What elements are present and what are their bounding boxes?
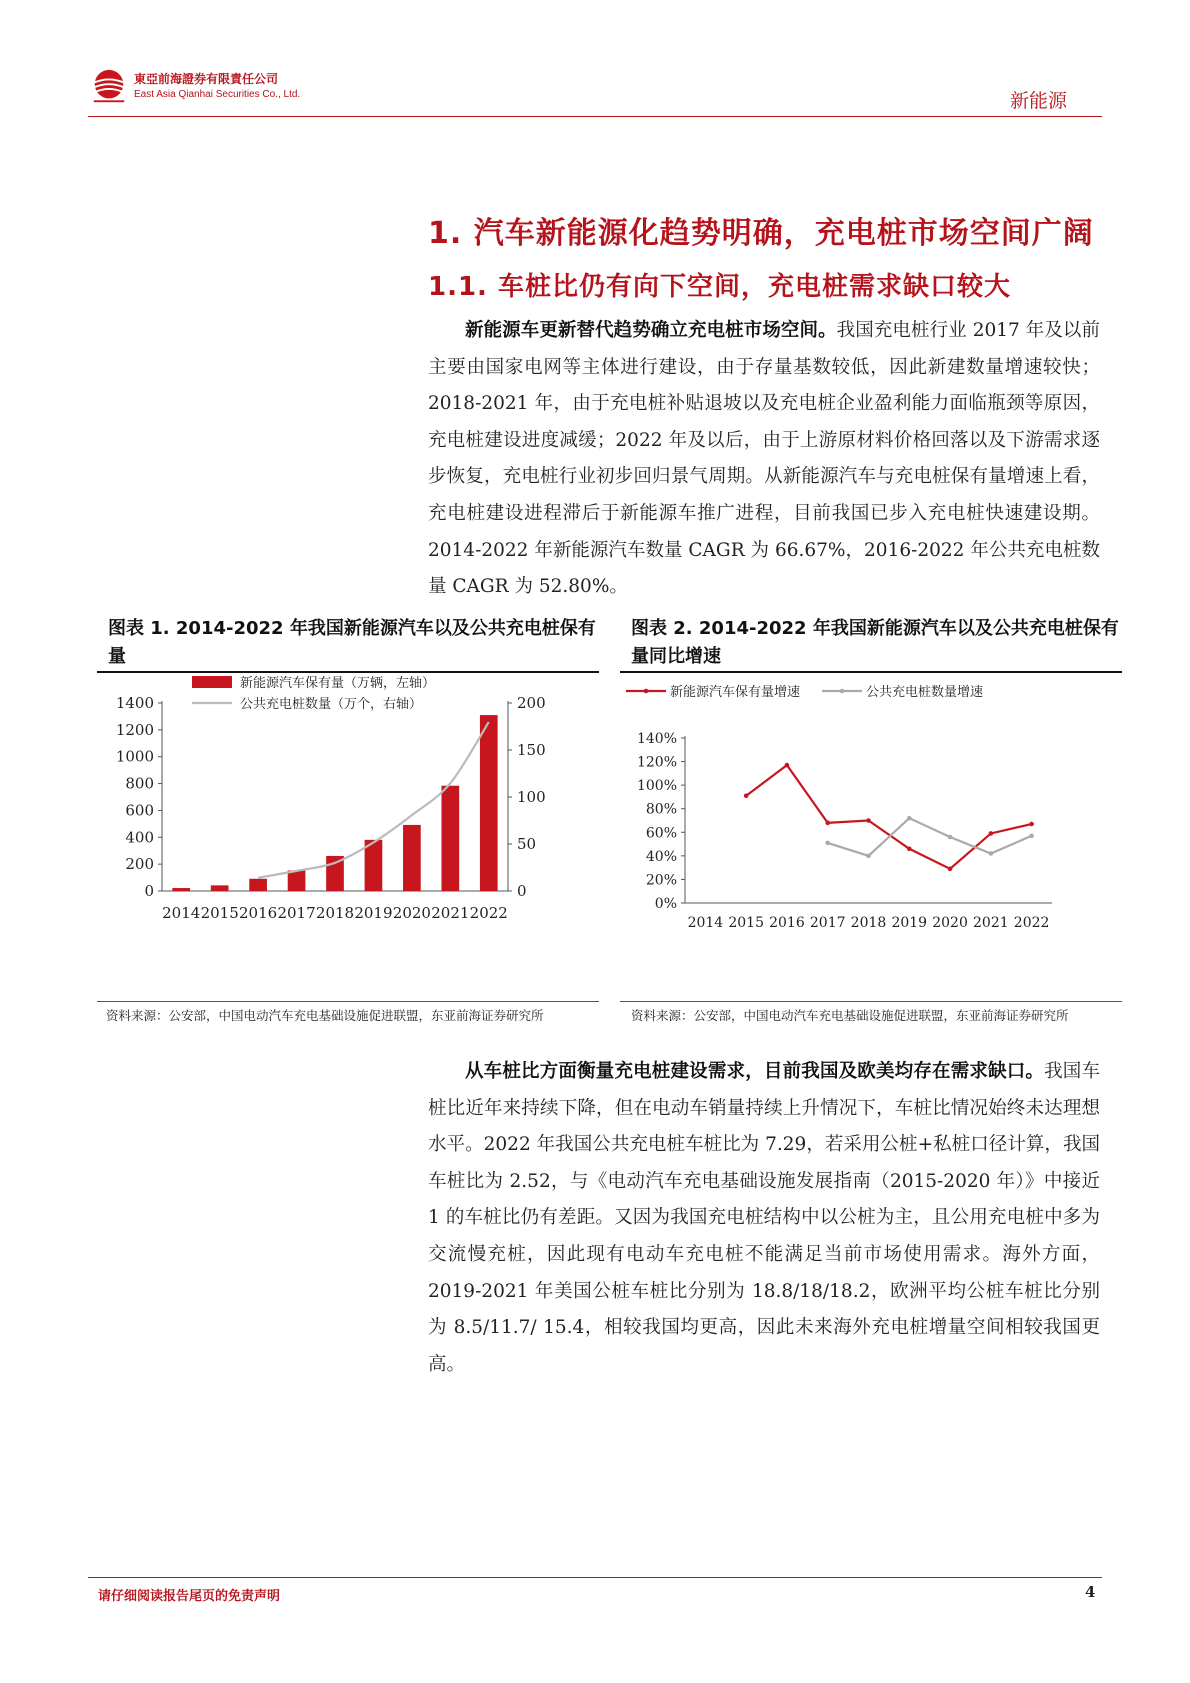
chart-1-bar — [480, 715, 498, 891]
chart-2-x-tick-label: 2021 — [973, 915, 1009, 931]
footer-disclaimer-note: 请仔细阅读报告尾页的免责声明 — [98, 1589, 281, 1604]
chart-2-y-tick-label: 140% — [636, 731, 677, 747]
chart-1-bar — [288, 870, 306, 891]
company-logo — [90, 68, 128, 106]
chart-2-y-tick-label: 100% — [636, 778, 677, 795]
figure-2-source-rule — [620, 1001, 1122, 1002]
chart-2-y-tick-label: 120% — [636, 754, 677, 771]
chart-1-left-tick-label: 800 — [125, 774, 154, 793]
chart-2-point — [866, 818, 871, 823]
chart-1-left-tick-label: 600 — [125, 801, 154, 820]
chart-1-right-tick-label: 0 — [517, 882, 527, 900]
chart-2-y-tick-label: 0% — [654, 896, 677, 912]
chart-1-bar — [211, 885, 229, 891]
chart-2-x-tick-label: 2019 — [891, 915, 928, 931]
chart-2-x-tick-label: 2022 — [1013, 915, 1050, 931]
chart-1-x-tick-label: 2022 — [469, 904, 508, 922]
figure-1-source: 资料来源：公安部，中国电动汽车充电基础设施促进联盟，东亚前海证券研究所 — [106, 1008, 544, 1023]
figure-2-title: 图表 2. 2014-2022 年我国新能源汽车以及公共充电桩保有量同比增速 — [631, 618, 1119, 667]
chart-1-x-tick-label: 2019 — [354, 904, 393, 922]
paragraph-1 — [428, 313, 1100, 606]
chart-1-legend-bar-swatch — [192, 676, 232, 688]
chart-1-x-tick-label: 2021 — [431, 904, 470, 922]
chart-1-left-tick-label: 1400 — [115, 694, 154, 712]
chart-1-legend-line-label: 公共充电桩数量（万个，右轴） — [240, 697, 423, 712]
figure-1-title: 图表 1. 2014-2022 年我国新能源汽车以及公共充电桩保有量 — [108, 618, 596, 667]
chart-1-x-tick-label: 2018 — [315, 904, 355, 922]
chart-1-right-tick-label: 200 — [517, 694, 546, 712]
chart-1-left-tick-label: 1200 — [115, 720, 154, 739]
chart-2-x-tick-label: 2018 — [850, 915, 887, 931]
chart-1-x-tick-label: 2017 — [277, 904, 316, 922]
chart-2-legend-1-marker — [644, 689, 649, 694]
chart-2-point — [1029, 822, 1034, 827]
chart-2-point — [825, 821, 830, 826]
chart-2-point — [1029, 834, 1034, 839]
chart-2-x-tick-label: 2014 — [687, 915, 724, 931]
paragraph-1-body: 我国充电桩行业 2017 年及以前主要由国家电网等主体进行建设，由于存量基数较低，因此新建数量增速较快；2018-2021 年，由于充电桩补贴退坡以及充电桩企业盈利能力面临瓶颈等原因，充电桩建设进度减缓；2022 年及以后，由于上游原材料价格回落以及下游需求逐步恢复，充电桩行业初步回归景气周期。从新能源汽车与充电桩保有量增速上看，充电桩建设进程滞后于新能源车推广进程，目前我国已步入充电桩快速建设期。2014-2022 年新能源汽车数量 CAGR 为 66.67%，2016-2022 年公共充电桩数量 CAGR 为 52.80%。 — [428, 320, 1100, 598]
paragraph-1-lead: 新能源车更新替代趋势确立充电桩市场空间。 — [465, 320, 837, 341]
chart-1-right-tick-label: 150 — [517, 741, 546, 759]
header-divider — [88, 116, 1102, 117]
chart-2-x-tick-label: 2020 — [932, 915, 968, 931]
company-name-en: East Asia Qianhai Securities Co., Ltd. — [134, 89, 301, 100]
chart-1-left-tick-label: 400 — [125, 828, 154, 847]
chart-2-point — [907, 846, 912, 851]
paragraph-2-body: 我国车桩比近年来持续下降，但在电动车销量持续上升情况下，车桩比情况始终未达理想水平。2022 年我国公共充电桩车桩比为 7.29，若采用公桩+私桩口径计算，我国车桩比为 2.52，与《电动汽车充电基础设施发展指南（2015-2020 年）》中接近 1 的车桩比仍有差距。又因为我国充电桩结构中以公桩为主，且公用充电桩中多为交流慢充桩，因此现有电动车充电桩不能满足当前市场使用需求。海外方面，2019-2021 年美国公桩车桩比分别为 18.8/18/18.2，欧洲平均公桩车桩比分别为 8.5/11.7/ 15.4，相较我国均更高，因此未来海外充电桩增量空间相较我国更高。 — [428, 1061, 1100, 1375]
figure-2-rule — [620, 671, 1122, 673]
chart-1 — [97, 676, 599, 998]
chart-1-right-tick-label: 50 — [517, 835, 537, 853]
chart-2 — [620, 676, 1122, 998]
chart-1-x-tick-label: 2014 — [162, 904, 201, 922]
company-name-cn: 東亞前海證券有限責任公司 — [134, 72, 279, 86]
chart-1-bar — [172, 888, 190, 891]
chart-1-right-tick-label: 100 — [517, 788, 546, 806]
chart-2-point — [989, 831, 994, 836]
chart-1-x-tick-label: 2016 — [239, 904, 278, 922]
chart-1-left-tick-label: 0 — [144, 882, 154, 900]
paragraph-2 — [428, 1054, 1100, 1383]
chart-1-bar — [403, 825, 421, 891]
chart-1-left-tick-label: 1000 — [115, 747, 154, 766]
chart-2-point — [785, 763, 790, 768]
chart-2-x-tick-label: 2016 — [769, 915, 805, 931]
chart-2-line-series-2 — [828, 818, 1032, 856]
chart-1-bar — [441, 786, 459, 891]
chart-2-point — [907, 816, 912, 821]
chart-2-y-tick-label: 20% — [645, 872, 677, 889]
paragraph-2-lead: 从车桩比方面衡量充电桩建设需求，目前我国及欧美均存在需求缺口。 — [465, 1061, 1045, 1082]
figure-1-source-rule — [97, 1001, 599, 1002]
figure-2-source: 资料来源：公安部，中国电动汽车充电基础设施促进联盟，东亚前海证券研究所 — [631, 1008, 1069, 1023]
chart-1-x-tick-label: 2020 — [392, 904, 431, 922]
chart-2-legend-2-marker — [840, 689, 845, 694]
chart-2-y-tick-label: 80% — [645, 801, 677, 818]
chart-2-point — [866, 854, 871, 859]
page-number: 4 — [1085, 1583, 1096, 1601]
chart-2-point — [948, 835, 953, 840]
heading-1: 1. 汽车新能源化趋势明确，充电桩市场空间广阔 — [428, 216, 1094, 251]
chart-2-point — [989, 851, 994, 856]
section-label: 新能源 — [1010, 90, 1068, 112]
heading-2: 1.1. 车桩比仍有向下空间，充电桩需求缺口较大 — [428, 272, 1011, 302]
chart-1-legend-bar-label: 新能源汽车保有量（万辆，左轴） — [240, 676, 436, 691]
chart-2-y-tick-label: 60% — [645, 825, 677, 842]
chart-1-left-tick-label: 200 — [125, 855, 154, 874]
chart-2-x-tick-label: 2017 — [809, 915, 846, 931]
chart-2-point — [825, 841, 830, 846]
chart-2-y-tick-label: 40% — [645, 848, 677, 865]
footer-divider — [88, 1577, 1102, 1578]
figure-1-rule — [97, 671, 599, 673]
chart-1-x-tick-label: 2015 — [200, 904, 239, 922]
chart-2-point — [744, 793, 749, 798]
chart-2-legend-2-label: 公共充电桩数量增速 — [866, 685, 984, 700]
chart-2-point — [948, 867, 953, 872]
chart-2-x-tick-label: 2015 — [728, 915, 764, 931]
chart-2-legend-1-label: 新能源汽车保有量增速 — [670, 685, 801, 700]
chart-1-bar — [249, 879, 267, 891]
